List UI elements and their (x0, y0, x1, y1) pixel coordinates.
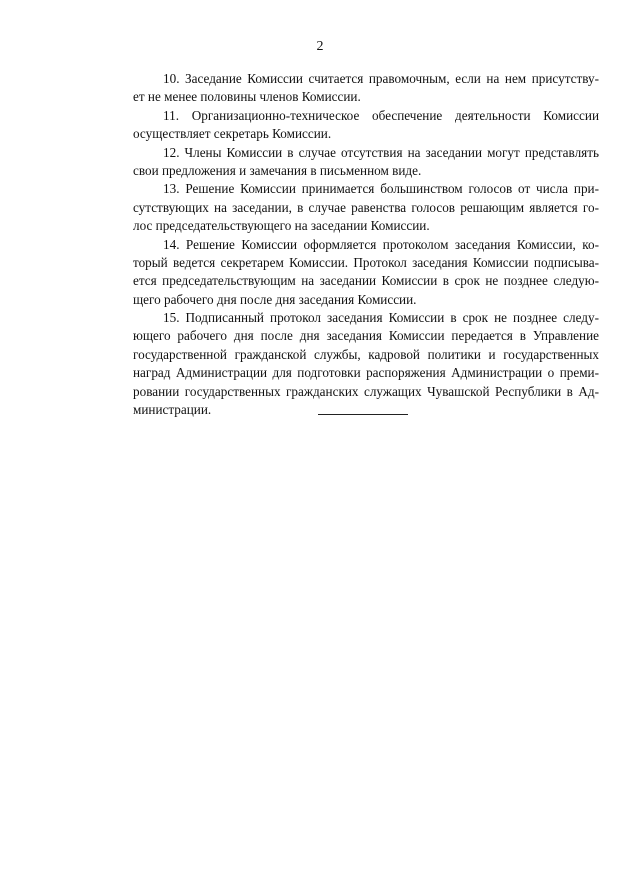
paragraph-line: свои предложения и замечания в письменном виде. (133, 162, 422, 178)
page-number: 2 (316, 39, 324, 54)
paragraph-line: торый ведется секретарем Комиссии. Протокол заседания Комиссии подписыва- (133, 254, 599, 270)
paragraph-line: ет не менее половины членов Комиссии. (133, 89, 361, 105)
paragraph-line: 11. Организационно-техническое обеспечение деятельности Комиссии (163, 107, 599, 123)
document-body (133, 70, 599, 419)
paragraph-12 (133, 144, 599, 181)
paragraph-line: ровании государственных гражданских служащих Чувашской Республики в Ад- (133, 383, 599, 399)
paragraph-line: 14. Решение Комиссии оформляется протоколом заседания Комиссии, ко- (163, 236, 599, 252)
paragraph-15 (133, 309, 599, 419)
paragraph-14 (133, 236, 599, 310)
paragraph-line: 13. Решение Комиссии принимается большинством голосов от числа при- (163, 181, 599, 197)
paragraph-line: 10. Заседание Комиссии считается правомочным, если на нем присутству- (163, 71, 599, 86)
paragraph-line: осуществляет секретарь Комиссии. (133, 126, 332, 142)
paragraph-13 (133, 180, 599, 235)
paragraph-line: наград Администрации для подготовки распоряжения Администрации о преми- (133, 365, 599, 381)
paragraph-line: государственной гражданской службы, кадровой политики и государственных (133, 346, 599, 362)
paragraph-line: ющего рабочего дня после дня заседания Комиссии передается в Управление (133, 328, 599, 344)
paragraph-line: сутствующих на заседании, в случае равенства голосов решающим является го- (133, 199, 599, 215)
paragraph-line: 12. Члены Комиссии в случае отсутствия на заседании могут представлять (163, 144, 599, 160)
paragraph-line: ется председательствующим на заседании Комиссии в срок не позднее следую- (133, 273, 599, 289)
paragraph-line: министрации. (133, 402, 212, 418)
paragraph-11 (133, 107, 599, 144)
paragraph-10 (133, 70, 599, 107)
paragraph-line: щего рабочего дня после дня заседания Комиссии. (133, 291, 417, 307)
paragraph-line: 15. Подписанный протокол заседания Комиссии в срок не позднее следу- (163, 310, 599, 326)
paragraph-line: лос председательствующего на заседании Комиссии. (133, 218, 430, 234)
end-of-text-rule (318, 414, 408, 415)
